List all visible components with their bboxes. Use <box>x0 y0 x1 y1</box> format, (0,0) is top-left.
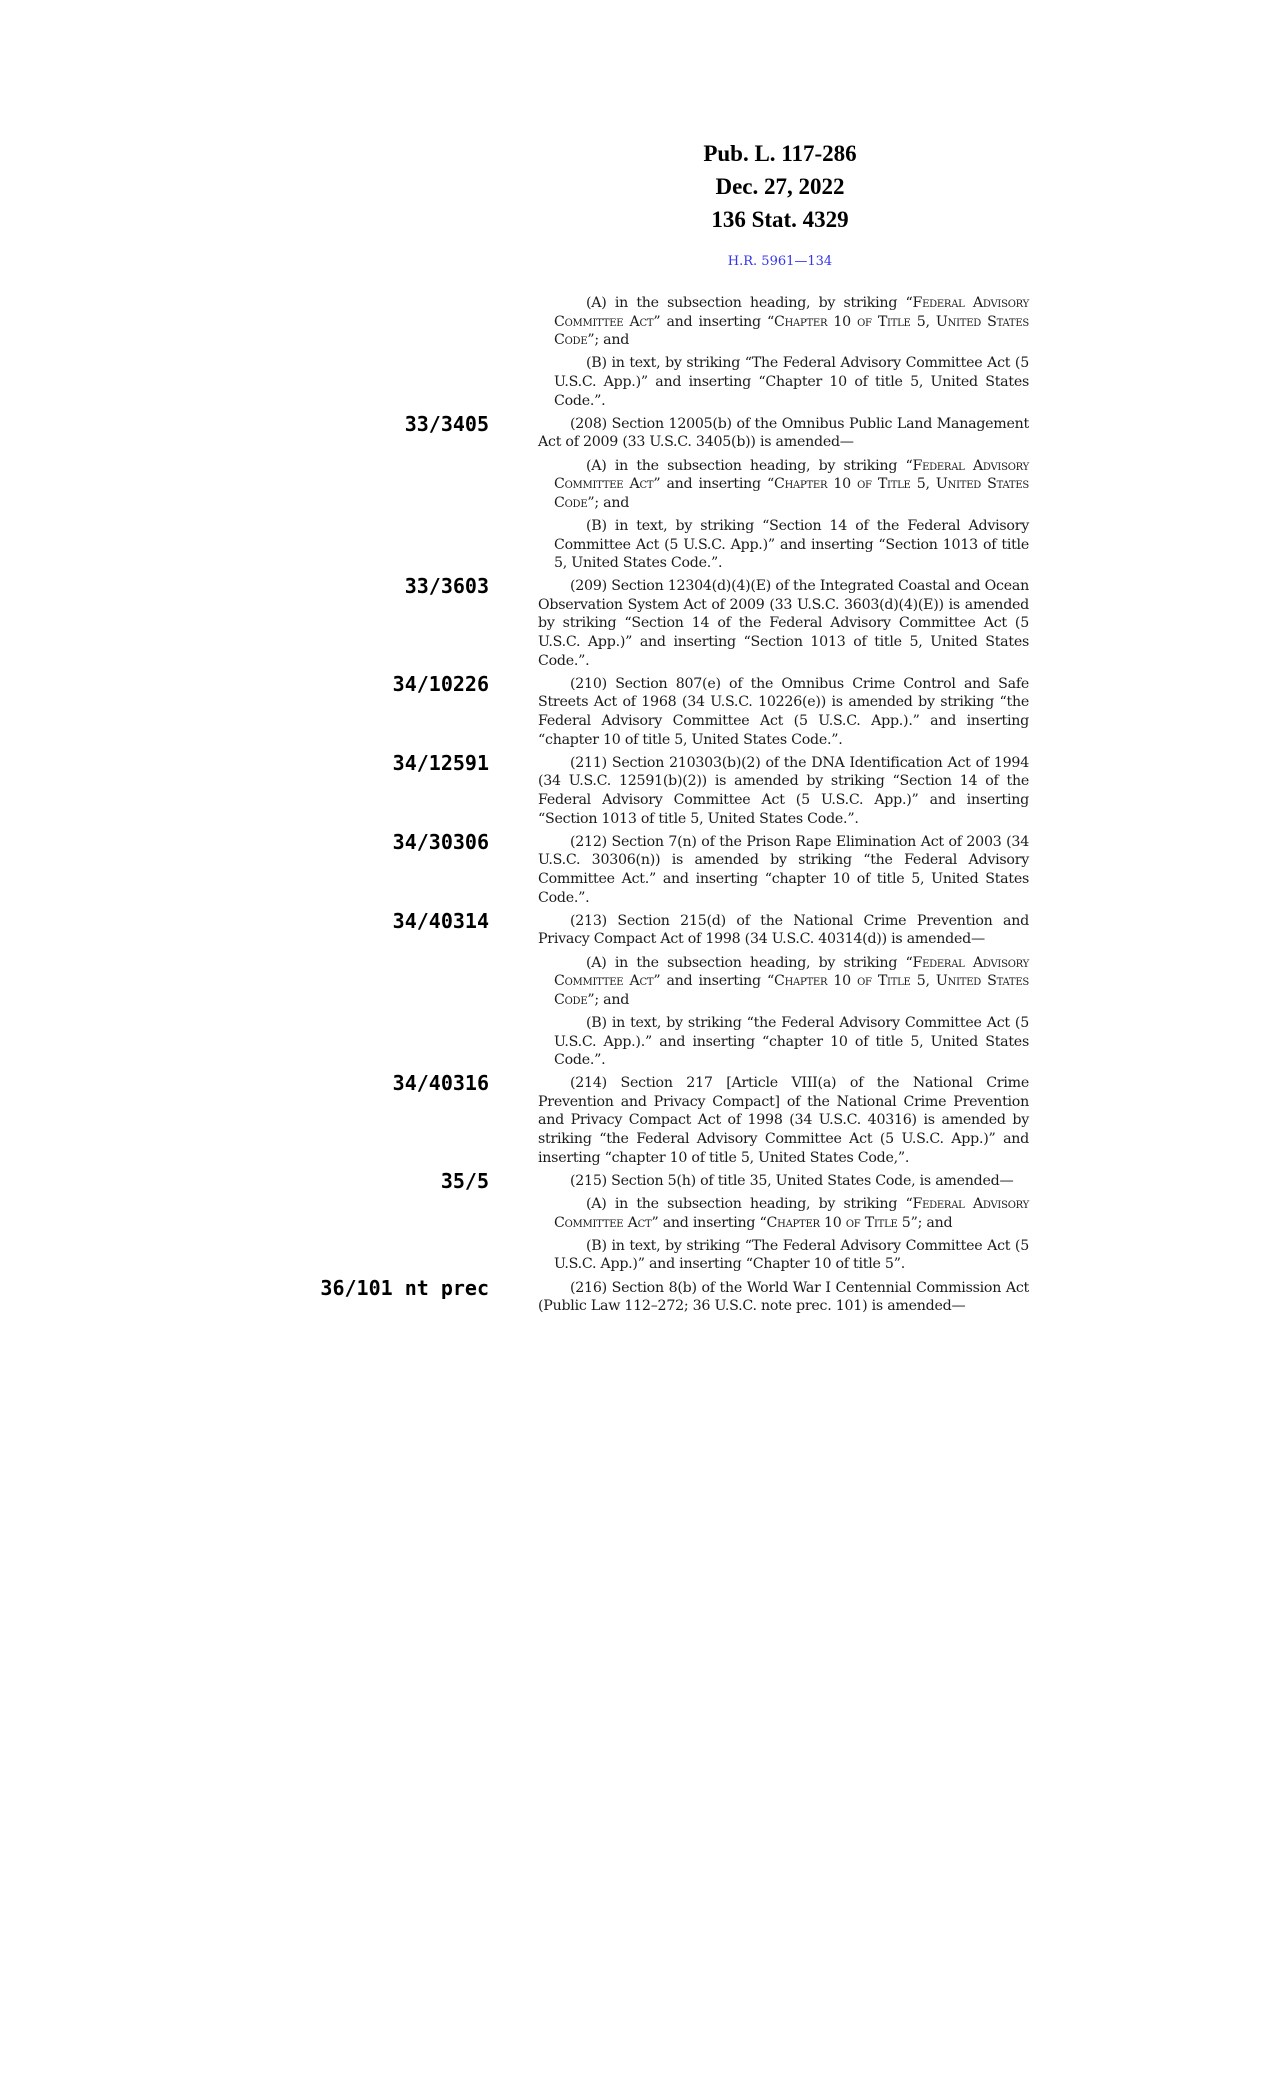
statute-citation: 136 Stat. 4329 <box>711 207 849 232</box>
paragraph-208-a-1 <box>554 294 1029 350</box>
margin-citation: 34/40316 <box>392 1071 489 1096</box>
paragraph-text: (A) in the subsection heading, by striking “Federal Advisory Committee Act” and inserting “Chapter 10 of Title 5”; and <box>554 1196 1030 1231</box>
margin-citation: 34/40314 <box>392 908 489 933</box>
paragraph-text: (A) in the subsection heading, by striking “Federal Advisory Committee Act” and inserting “Chapter 10 of Title 5, United States Code”; and <box>554 954 1030 1008</box>
paragraph-208-b-1 <box>554 354 1029 410</box>
margin-citation: 34/12591 <box>392 750 489 775</box>
paragraph-214 <box>392 1071 1029 1167</box>
paragraph-text: (210) Section 807(e) of the Omnibus Crime Control and Safe Streets Act of 1968 (34 U.S.C. 10226(e)) is amended by striking “the Federal Advisory Committee Act (5 U.S.C. App.).” and inserting “chapter 10 of title 5, United States Code.”. <box>538 675 1029 748</box>
paragraph-216 <box>320 1275 1029 1316</box>
paragraph-215-b <box>554 1237 1029 1274</box>
paragraph-text: (209) Section 12304(d)(4)(E) of the Integrated Coastal and Ocean Observation System Act of 2009 (33 U.S.C. 3603(d)(4)(E)) is amended by striking “Section 14 of the Federal Advisory Committee Act (5 U.S.C. App.)” and inserting “Section 1013 of title 5, United States Code.”. <box>538 578 1029 669</box>
paragraph-208-b <box>554 517 1029 573</box>
paragraph-208-a <box>554 457 1029 513</box>
margin-citation: 35/5 <box>440 1168 489 1193</box>
document-header <box>560 137 1000 236</box>
body-text <box>320 294 1030 1320</box>
margin-citation: 34/10226 <box>392 671 489 696</box>
bill-link[interactable]: H.R. 5961—134 <box>727 254 833 269</box>
paragraph-211 <box>392 750 1029 828</box>
paragraph-215-a <box>554 1195 1029 1232</box>
paragraph-210 <box>392 671 1029 749</box>
paragraph-text: (B) in text, by striking “Section 14 of the Federal Advisory Committee Act (5 U.S.C. App.)” and inserting “Section 1013 of title 5, United States Code.”. <box>554 517 1029 572</box>
paragraph-208 <box>404 411 1029 452</box>
paragraph-text: (B) in text, by striking “The Federal Advisory Committee Act (5 U.S.C. App.)” and inserting “Chapter 10 of title 5”. <box>554 1237 1029 1273</box>
paragraph-215 <box>440 1168 1029 1193</box>
paragraph-text: (A) in the subsection heading, by striking “Federal Advisory Committee Act” and inserting “Chapter 10 of Title 5, United States Code”; and <box>554 295 1030 349</box>
paragraph-text: (215) Section 5(h) of title 35, United States Code, is amended— <box>570 1172 1014 1189</box>
enactment-date: Dec. 27, 2022 <box>715 174 845 199</box>
margin-citation: 33/3603 <box>404 574 489 599</box>
margin-citation: 34/30306 <box>392 829 489 854</box>
paragraph-213 <box>392 908 1029 949</box>
paragraph-text: (B) in text, by striking “the Federal Advisory Committee Act (5 U.S.C. App.).” and inserting “chapter 10 of title 5, United States Code.”. <box>554 1014 1029 1069</box>
paragraph-212 <box>392 829 1029 907</box>
paragraph-209 <box>404 574 1029 670</box>
margin-citation: 36/101 nt prec <box>320 1275 489 1300</box>
margin-citation: 33/3405 <box>404 411 489 436</box>
paragraph-text: (212) Section 7(n) of the Prison Rape Elimination Act of 2003 (34 U.S.C. 30306(n)) is amended by striking “the Federal Advisory Committee Act.” and inserting “chapter 10 of title 5, United States Code.”. <box>538 833 1029 906</box>
paragraph-text: (214) Section 217 [Article VIII(a) of the National Crime Prevention and Privacy Compact] of the National Crime Prevention and Privacy Compact Act of 1998 (34 U.S.C. 40316) is amended by striking “the Federal Advisory Committee Act (5 U.S.C. App.)” and inserting “chapter 10 of title 5, United States Code,”. <box>538 1075 1029 1166</box>
public-law-number: Pub. L. 117-286 <box>703 141 857 166</box>
paragraph-text: (208) Section 12005(b) of the Omnibus Public Land Management Act of 2009 (33 U.S.C. 3405(b)) is amended— <box>538 415 1029 451</box>
paragraph-text: (216) Section 8(b) of the World War I Centennial Commission Act (Public Law 112–272; 36 U.S.C. note prec. 101) is amended— <box>538 1279 1029 1315</box>
paragraph-text: (B) in text, by striking “The Federal Advisory Committee Act (5 U.S.C. App.)” and inserting “Chapter 10 of title 5, United States Code.”. <box>554 355 1029 409</box>
paragraph-213-a <box>554 954 1029 1010</box>
paragraph-text: (211) Section 210303(b)(2) of the DNA Identification Act of 1994 (34 U.S.C. 12591(b)(2)) is amended by striking “Section 14 of the Federal Advisory Committee Act (5 U.S.C. App.)” and inserting “Section 1013 of title 5, United States Code.”. <box>538 754 1029 827</box>
paragraph-text: (213) Section 215(d) of the National Crime Prevention and Privacy Compact Act of 1998 (34 U.S.C. 40314(d)) is amended— <box>538 912 1029 948</box>
paragraph-text: (A) in the subsection heading, by striking “Federal Advisory Committee Act” and inserting “Chapter 10 of Title 5, United States Code”; and <box>554 457 1030 511</box>
paragraph-213-b <box>554 1014 1029 1070</box>
